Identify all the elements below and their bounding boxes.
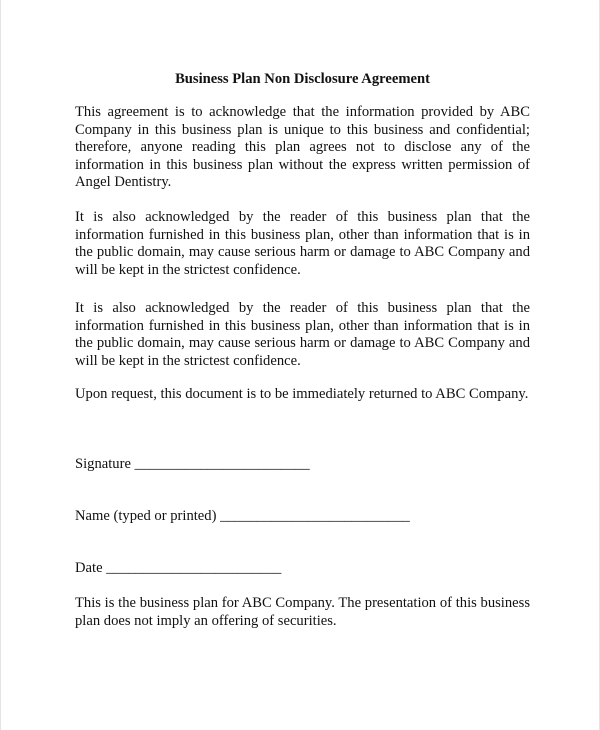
paragraph-return-request: Upon request, this document is to be immediately returned to ABC Company.: [75, 386, 529, 402]
paragraph-agreement: This agreement is to acknowledge that the information provided by ABC Company in this business plan is unique to this business and confidential; therefore, anyone reading this plan agrees not to disclose any of the information in this business plan without the express written permission of Angel Dentistry.: [75, 104, 530, 191]
signature-field: Signature ________________________: [75, 456, 310, 472]
paragraph-acknowledgement-2: It is also acknowledged by the reader of this business plan that the information furnished in this business plan, other than information that is in the public domain, may cause serious harm or damage to ABC Company and will be kept in the strictest confidence.: [75, 300, 530, 369]
date-field: Date ________________________: [75, 560, 282, 576]
paragraph-closing: This is the business plan for ABC Company. The presentation of this business plan does not imply an offering of securities.: [75, 595, 530, 629]
name-field: Name (typed or printed) __________________________: [75, 508, 410, 524]
document-title: Business Plan Non Disclosure Agreement: [175, 71, 430, 87]
paragraph-acknowledgement-1: It is also acknowledged by the reader of this business plan that the information furnished in this business plan, other than information that is in the public domain, may cause serious harm or damage to ABC Company and will be kept in the strictest confidence.: [75, 209, 530, 278]
